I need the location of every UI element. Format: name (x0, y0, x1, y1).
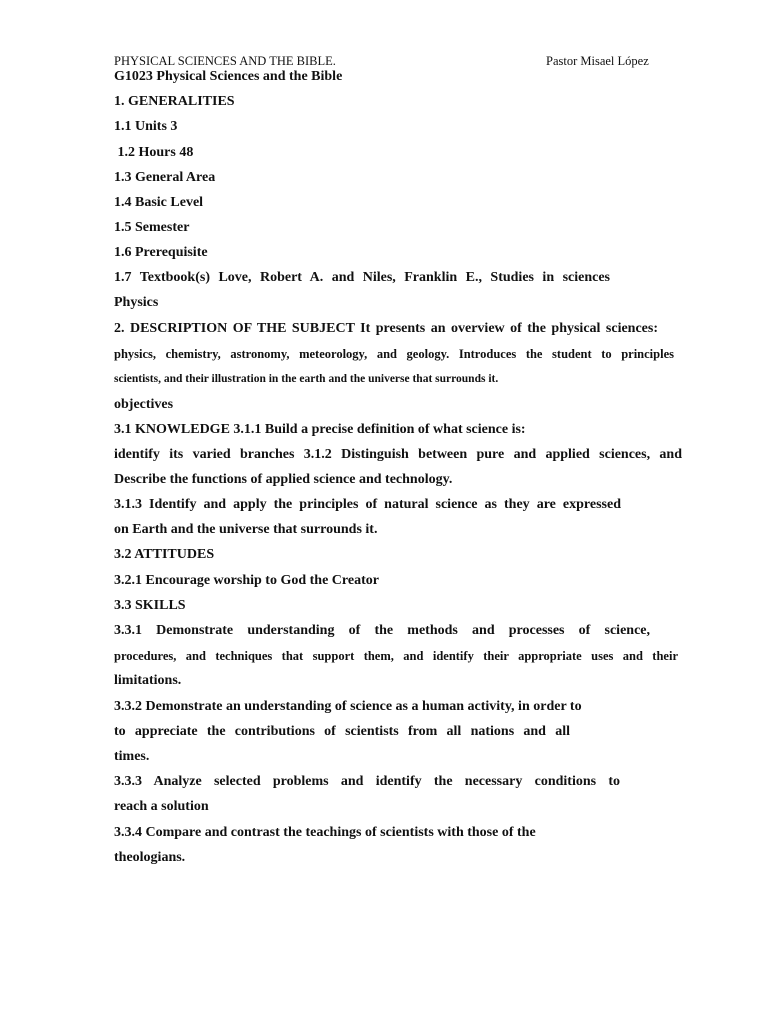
text-line: 3.2.1 Encourage worship to God the Creator (114, 573, 379, 588)
text-line: identify its varied branches 3.1.2 Distinguish between pure and applied sciences, and (114, 447, 682, 462)
course-title: G1023 Physical Sciences and the Bible (114, 69, 343, 84)
text-line: 3.1 KNOWLEDGE 3.1.1 Build a precise definition of what science is: (114, 422, 526, 437)
text-line: 1.7 Textbook(s) Love, Robert A. and Niles, Franklin E., Studies in sciences (114, 270, 610, 285)
text-line: 3.3.2 Demonstrate an understanding of science as a human activity, in order to (114, 699, 582, 714)
text-line: 1.3 General Area (114, 170, 216, 185)
text-line: 1.5 Semester (114, 220, 190, 235)
section-heading-generalities: 1. GENERALITIES (114, 94, 235, 109)
text-line: 1.4 Basic Level (114, 195, 204, 210)
running-header-author: Pastor Misael López (546, 54, 649, 68)
section-heading-objectives: objectives (114, 397, 174, 412)
text-line: physics, chemistry, astronomy, meteorology, and geology. Introduces the student to principles (114, 347, 674, 361)
text-line: to appreciate the contributions of scientists from all nations and all (114, 724, 570, 739)
text-line: 3.1.3 Identify and apply the principles of natural science as they are expressed (114, 497, 621, 512)
text-line: 1.6 Prerequisite (114, 245, 208, 260)
text-line: theologians. (114, 850, 186, 865)
text-line: times. (114, 749, 150, 764)
text-line: on Earth and the universe that surrounds it. (114, 522, 378, 537)
section-heading-attitudes: 3.2 ATTITUDES (114, 547, 215, 562)
text-line: 1.1 Units 3 (114, 119, 178, 134)
section-heading-description: 2. DESCRIPTION OF THE SUBJECT It presents an overview of the physical sciences: (114, 321, 658, 336)
running-header-title: PHYSICAL SCIENCES AND THE BIBLE. (114, 54, 336, 68)
text-line: 3.3.1 Demonstrate understanding of the methods and processes of science, (114, 623, 650, 638)
text-line: 1.2 Hours 48 (114, 145, 194, 160)
section-heading-skills: 3.3 SKILLS (114, 598, 186, 613)
text-line: Physics (114, 295, 159, 310)
text-line: scientists, and their illustration in the earth and the universe that surrounds it. (114, 373, 499, 385)
text-line: 3.3.4 Compare and contrast the teachings of scientists with those of the (114, 825, 536, 840)
text-line: limitations. (114, 673, 182, 688)
text-line: reach a solution (114, 799, 209, 814)
text-line: 3.3.3 Analyze selected problems and identify the necessary conditions to (114, 774, 620, 789)
text-line: procedures, and techniques that support them, and identify their appropriate uses and their (114, 649, 678, 663)
text-line: Describe the functions of applied science and technology. (114, 472, 453, 487)
